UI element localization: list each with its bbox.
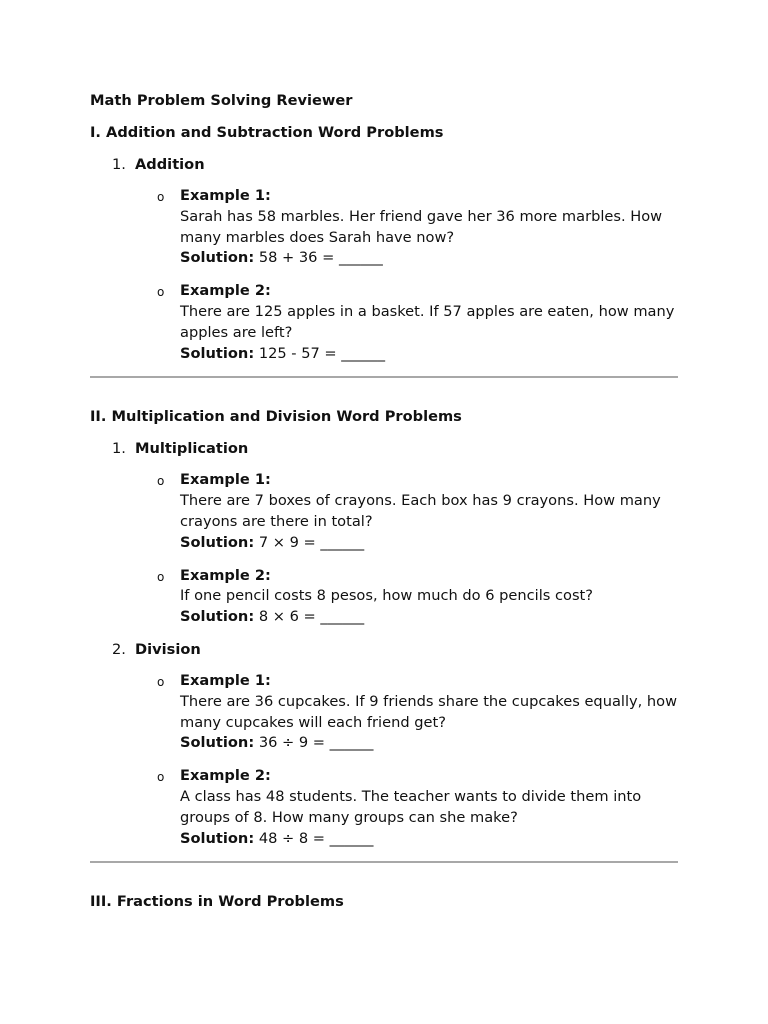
solution-text: 125 - 57 = ______ — [258, 344, 386, 362]
section-divider — [90, 376, 678, 378]
solution-line — [180, 829, 678, 850]
section-divider — [90, 861, 678, 863]
section-heading-3: III. Fractions in Word Problems — [90, 893, 344, 911]
solution-text: 7 × 9 = ______ — [258, 533, 365, 551]
solution-text: 48 ÷ 8 = ______ — [258, 829, 374, 847]
solution-label: Solution: — [180, 533, 255, 551]
bullet-icon: o — [157, 474, 165, 489]
addition-example-1 — [90, 186, 678, 269]
solution-text: 58 + 36 = ______ — [258, 249, 383, 267]
multiplication-example-1 — [90, 470, 678, 553]
solution-line — [180, 248, 678, 269]
subsection-label: Addition — [135, 156, 205, 173]
solution-label: Solution: — [180, 608, 255, 626]
example-label: Example 1: — [180, 471, 271, 489]
example-text: There are 36 cupcakes. If 9 friends share the cupcakes equally, how many cupcakes will each friend get? — [180, 692, 678, 731]
example-text: There are 7 boxes of crayons. Each box has 9 crayons. How many crayons are there in total? — [180, 492, 661, 530]
subsection-addition — [90, 155, 678, 175]
subsection-number: 1. — [112, 156, 126, 173]
division-example-1 — [90, 671, 678, 754]
bullet-icon: o — [157, 674, 165, 689]
subsection-number: 1. — [112, 440, 126, 458]
bullet-icon: o — [157, 285, 165, 300]
bullet-icon: o — [157, 569, 165, 584]
example-label: Example 2: — [180, 767, 271, 785]
example-label: Example 2: — [180, 282, 271, 300]
document-title: Math Problem Solving Reviewer — [90, 92, 353, 109]
example-text: Sarah has 58 marbles. Her friend gave her 36 more marbles. How many marbles does Sarah have now? — [180, 207, 663, 246]
solution-line — [180, 344, 678, 365]
division-example-2 — [90, 766, 678, 849]
example-text: If one pencil costs 8 pesos, how much do 6 pencils cost? — [180, 587, 594, 605]
subsection-number: 2. — [112, 640, 126, 658]
addition-example-2 — [90, 281, 678, 364]
example-text: A class has 48 students. The teacher wants to divide them into groups of 8. How many groups can she make? — [180, 787, 642, 826]
subsection-label: Multiplication — [135, 440, 249, 458]
example-label: Example 2: — [180, 566, 271, 584]
example-label: Example 1: — [180, 187, 271, 204]
solution-line — [180, 607, 678, 628]
subsection-multiplication — [90, 439, 678, 459]
example-label: Example 1: — [180, 671, 271, 689]
subsection-division — [90, 640, 678, 660]
solution-text: 8 × 6 = ______ — [258, 608, 365, 626]
bullet-icon: o — [157, 190, 165, 204]
section-heading-1: I. Addition and Subtraction Word Problems — [90, 124, 444, 141]
subsection-label: Division — [135, 640, 201, 658]
solution-label: Solution: — [180, 249, 255, 267]
solution-label: Solution: — [180, 829, 255, 847]
section-heading-2: II. Multiplication and Division Word Problems — [90, 408, 462, 426]
example-text: There are 125 apples in a basket. If 57 apples are eaten, how many apples are left? — [180, 302, 675, 341]
solution-label: Solution: — [180, 344, 255, 362]
multiplication-example-2 — [90, 566, 678, 628]
solution-line — [180, 733, 678, 754]
bullet-icon: o — [157, 770, 165, 785]
solution-line — [180, 533, 678, 554]
solution-text: 36 ÷ 9 = ______ — [258, 734, 374, 752]
document-page — [90, 91, 678, 924]
solution-label: Solution: — [180, 734, 255, 752]
